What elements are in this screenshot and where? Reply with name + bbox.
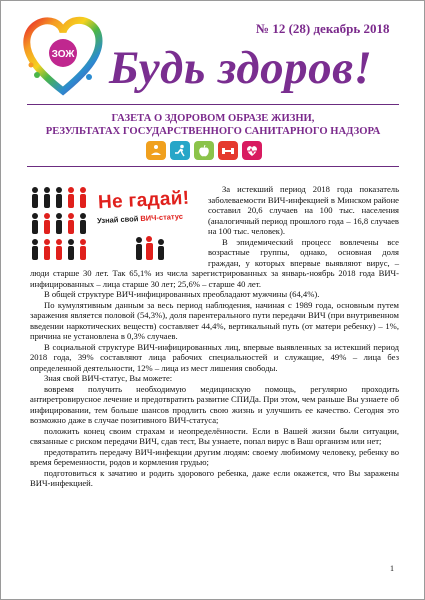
page-number: 1 bbox=[390, 564, 394, 573]
article-paragraph: предотвратить передачу ВИЧ-инфекции другим людям: своему любимому человеку, ребенку во время беременности, родов и кормления грудью; bbox=[30, 446, 399, 467]
apple-icon bbox=[194, 141, 214, 160]
article-paragraph: подготовиться к зачатию и родить здорового ребенка, даже если окажется, что Вы заражены ВИЧ-инфекцией. bbox=[30, 467, 399, 488]
article-paragraph: вовремя получить необходимую медицинскую помощь, регулярно проходить антиретровирусное лечение и предотвратить развитие СПИДа. При этом, чем раньше Вы узнаете об инфицировании, тем больше шансов продлить свою жизнь и улучшить ее качество. Сегодня это возможно даже в случае позитивного ВИЧ-статуса; bbox=[30, 383, 399, 425]
article-paragraph: За истекший период 2018 года показатель заболеваемости ВИЧ-инфекцией в Минском районе составил 20,6 случаев на 100 тыс. населения (аналогичный период прошлого года – 16,8 случаев на 100 тыс. человек). bbox=[208, 184, 399, 236]
article-paragraph: положить конец своим страхам и неопределённости. Если в Вашей жизни были ситуации, связанные с риском передачи ВИЧ, сдав тест, Вы узнаете, попал вирус в Ваш организм или нет; bbox=[30, 425, 399, 446]
promo-sub-highlight: ВИЧ-статус bbox=[140, 211, 184, 223]
running-icon bbox=[170, 141, 190, 160]
article-paragraph: По кумулятивным данным за весь период наблюдения, начиная с 1989 года, основным путем заражения является половой (54,3%), доля парентерального пути передачи ВИЧ (при внутривенном введении наркотических веществ) составляет 44,4%, вертикальный путь (от матери ребенку) – 1%, причина не установлена в 0,3% случаев. bbox=[30, 299, 399, 341]
subtitle-line-1: ГАЗЕТА О ЗДОРОВОМ ОБРАЗЕ ЖИЗНИ, bbox=[111, 113, 315, 124]
logo-text: ЗОЖ bbox=[51, 49, 75, 60]
meditation-icon bbox=[146, 141, 166, 160]
article-paragraph: В общей структуре ВИЧ-инфицированных преобладают мужчины (64,4%). bbox=[44, 289, 320, 299]
issue-info: № 12 (28) декабрь 2018 bbox=[256, 21, 390, 36]
subtitle-line-2: РЕЗУЛЬТАТАХ ГОСУДАРСТВЕННОГО САНИТАРНОГО НАДЗОРА bbox=[45, 126, 381, 137]
heart-pulse-icon bbox=[242, 141, 262, 160]
header-rule-top bbox=[27, 104, 399, 105]
zozh-heart-logo bbox=[23, 15, 103, 97]
article-paragraph: В эпидемический процесс вовлечены все возрастные группы, однако, основная доля граждан, у которых впервые выявляют вирус, – люди старше 30 лет. Так 65,1% из числа зарегистрированных за январь-ноябрь 2018 года ВИЧ-инфицированных – лица старше 30 лет; 25,6% – старше 40 лет. bbox=[30, 236, 399, 289]
promo-headline: Не гадай! bbox=[97, 187, 190, 214]
article-paragraph: Зная свой ВИЧ-статус, Вы можете: bbox=[44, 373, 173, 383]
newspaper-subtitle bbox=[31, 112, 395, 138]
weights-icon bbox=[218, 141, 238, 160]
health-icons-row bbox=[146, 141, 262, 160]
newspaper-title: Будь здоров! bbox=[109, 42, 373, 94]
article-paragraph: В социальной структуре ВИЧ-инфицированных лиц, впервые выявленных за истекший период 2018 года, 39% составляют лица рабочих специальностей и служащие, 49% – лица без определенной деятельности, 12% – лица из мест лишения свободы. bbox=[30, 341, 399, 373]
promo-sub-prefix: Узнай свой bbox=[96, 213, 141, 226]
header-rule-bottom bbox=[27, 166, 399, 167]
